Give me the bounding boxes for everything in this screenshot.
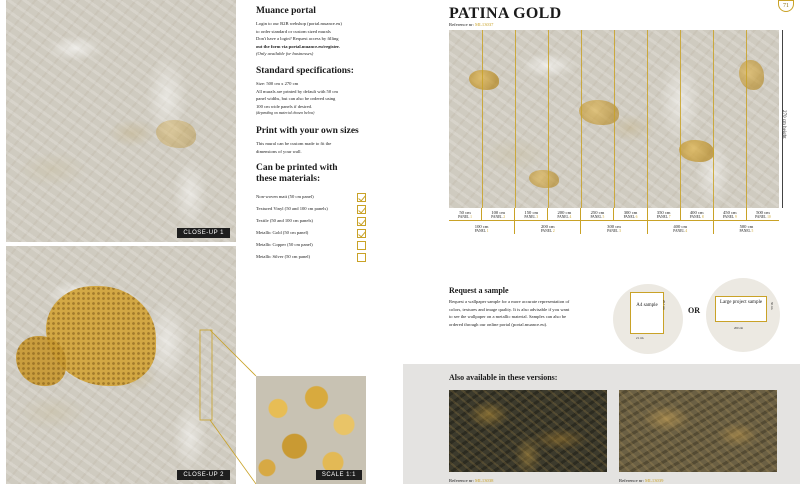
- or-separator: OR: [688, 306, 700, 315]
- panel-label: PANEL: [607, 229, 619, 233]
- size-cell: [680, 208, 713, 220]
- custom-line: dimensions of your wall.: [256, 148, 302, 154]
- portal-register-link[interactable]: out the form via portal.muance.eu/register.: [256, 43, 340, 49]
- panel-divider: [581, 30, 582, 208]
- panel-divider: [515, 30, 516, 208]
- scale-caption: SCALE 1:1: [316, 470, 362, 480]
- size-value: 500 cm: [739, 224, 754, 229]
- size-value: 400 cm: [689, 210, 704, 215]
- materials-list: [256, 191, 366, 263]
- size-cell: [449, 208, 481, 220]
- size-value: 200 cm: [540, 224, 555, 229]
- material-row: [256, 227, 366, 239]
- custom-line: This mural can be custom made to fit the: [256, 140, 332, 146]
- checkbox-empty-icon[interactable]: [357, 253, 366, 262]
- panel-divider: [614, 30, 615, 208]
- panel-label: PANEL: [458, 215, 470, 219]
- version-1-ref: [449, 478, 493, 483]
- material-label: Textile (50 and 100 cm panels): [256, 218, 313, 224]
- version-thumbnail-2[interactable]: [619, 390, 777, 472]
- panel-label: PANEL: [540, 229, 553, 233]
- panel-size-table: [449, 208, 779, 234]
- size-cell: [613, 208, 646, 220]
- portal-line: to order standard or custom sized murals: [256, 28, 331, 34]
- portal-line: (Only available for businesses): [256, 51, 314, 57]
- panel-number: 1: [486, 229, 489, 233]
- sample-line: ordered through our online portal (portal.muance.eu).: [449, 321, 548, 327]
- size-cell: [514, 221, 580, 234]
- size-cell: [547, 208, 580, 220]
- sample-line: colors, textures and image quality. It is also advisable if you want: [449, 306, 570, 312]
- panel-label: PANEL: [474, 229, 486, 233]
- portal-heading: Muance portal: [256, 6, 316, 16]
- size-value: 150 cm: [524, 210, 539, 215]
- material-label: Metallic Gold (50 cm panel): [256, 230, 309, 236]
- size-value: 300 cm: [623, 210, 638, 215]
- size-cell: [514, 208, 547, 220]
- panel-number: 3: [619, 229, 621, 233]
- panel-label: PANEL: [524, 215, 536, 219]
- sample-line: Request a wallpaper sample for a more accurate representation of: [449, 299, 570, 304]
- size-cell: [713, 208, 746, 220]
- spec-line: All murals are printed by default with 50 cm: [256, 88, 338, 94]
- a4-sample-label: A4 sample: [636, 303, 658, 308]
- material-label: Metallic Copper (50 cm panel): [256, 242, 313, 248]
- checkbox-checked-icon[interactable]: [357, 229, 366, 238]
- custom-text: [256, 140, 366, 155]
- size-cell: [647, 208, 680, 220]
- closeup-2-caption: CLOSE-UP 2: [177, 470, 230, 480]
- panel-number: 4: [685, 229, 688, 233]
- material-label: Non-woven matt (50 cm panel): [256, 194, 314, 200]
- spec-line: 100 cm wide panels if desired.: [256, 103, 313, 109]
- scale-image: [256, 376, 366, 484]
- material-row: [256, 215, 366, 227]
- panel-divider: [548, 30, 549, 208]
- ref-value: ML13039: [645, 478, 664, 483]
- material-label: Metallic Silver (50 cm panel): [256, 254, 311, 260]
- material-row: [256, 203, 366, 215]
- size-value: 500 cm: [756, 210, 770, 215]
- ref-value: ML13037: [475, 22, 494, 27]
- size-value: 300 cm: [607, 224, 621, 229]
- size-value: 50 cm: [459, 210, 471, 215]
- a4-width: 21 cm: [636, 336, 644, 340]
- size-value: 100 cm: [474, 224, 489, 229]
- large-sample-paper[interactable]: [715, 296, 767, 322]
- panel-divider: [713, 30, 714, 208]
- panel-number: 9: [734, 215, 737, 219]
- a4-height: 29.7 cm: [662, 300, 666, 310]
- size-value: 350 cm: [656, 210, 671, 215]
- size-value: 200 cm: [557, 210, 572, 215]
- sample-line: to see the wallpaper on a metallic material. Samples can also be: [449, 314, 567, 319]
- gold-accent: [739, 60, 764, 90]
- ref-label: Reference nr:: [619, 478, 644, 483]
- materials-heading-2: these materials:: [256, 174, 321, 185]
- panel-number: 4: [569, 215, 572, 219]
- size-cell: [449, 221, 514, 234]
- material-row: [256, 251, 366, 263]
- custom-heading: Print with your own sizes: [256, 125, 359, 136]
- large-width: 200 cm: [734, 326, 743, 330]
- panel-label: PANEL: [656, 215, 668, 219]
- panel-number: 5: [751, 229, 754, 233]
- size-value: 250 cm: [590, 210, 605, 215]
- panel-number: 10: [767, 215, 771, 219]
- checkbox-empty-icon[interactable]: [357, 241, 366, 250]
- checkbox-checked-icon[interactable]: [357, 193, 366, 202]
- panel-number: 6: [635, 215, 638, 219]
- panel-label: PANEL: [673, 229, 685, 233]
- large-sample-label: Large project sample: [719, 300, 763, 305]
- size-value: 450 cm: [722, 210, 737, 215]
- panel-number: 2: [503, 215, 506, 219]
- portal-line: Don't have a login? Request access by filling: [256, 36, 339, 42]
- size-cell: [580, 208, 613, 220]
- panel-label: PANEL: [722, 215, 734, 219]
- sample-heading: Request a sample: [449, 286, 509, 295]
- ref-label: Reference nr:: [449, 22, 474, 27]
- panel-number: 3: [536, 215, 539, 219]
- panel-label: PANEL: [623, 215, 635, 219]
- panel-divider: [680, 30, 681, 208]
- panel-label: PANEL: [739, 229, 751, 233]
- size-cell: [746, 208, 779, 220]
- size-row-50cm: [449, 208, 779, 221]
- panel-label: PANEL: [755, 215, 767, 219]
- material-row: [256, 191, 366, 203]
- version-thumbnail-1[interactable]: [449, 390, 607, 472]
- panel-divider: [746, 30, 747, 208]
- spec-line: panel widths, but can also be ordered using: [256, 96, 336, 102]
- size-value: 100 cm: [491, 210, 505, 215]
- panel-divider: [647, 30, 648, 208]
- ref-label: Reference nr:: [449, 478, 474, 483]
- version-2-ref: [619, 478, 663, 483]
- a4-sample-paper[interactable]: [630, 292, 664, 334]
- spec-line: Size: 500 cm x 270 cm: [256, 80, 299, 86]
- product-reference: [449, 22, 493, 27]
- panel-label: PANEL: [689, 215, 701, 219]
- checkbox-checked-icon[interactable]: [357, 205, 366, 214]
- mural-preview: [449, 30, 779, 208]
- ref-value: ML13038: [475, 478, 494, 483]
- panel-label: PANEL: [491, 215, 503, 219]
- material-label: Textured Vinyl (50 and 100 cm panels): [256, 206, 328, 212]
- info-column: [256, 6, 366, 263]
- page-number-right: 71: [778, 0, 794, 12]
- portal-line: Login to our B2B webshop (portal.muance.eu): [256, 21, 342, 26]
- panel-label: PANEL: [557, 215, 569, 219]
- height-label: 270 cm height: [781, 110, 786, 139]
- panel-number: 2: [552, 229, 555, 233]
- size-row-100cm: [449, 221, 779, 234]
- sample-text: [449, 298, 599, 328]
- portal-text: [256, 20, 366, 58]
- specs-heading: Standard specifications:: [256, 65, 354, 76]
- size-cell: [647, 221, 713, 234]
- closeup-1-caption: CLOSE-UP 1: [177, 228, 230, 238]
- panel-number: 5: [602, 215, 605, 219]
- specs-text: [256, 80, 366, 118]
- panel-number: 7: [668, 215, 671, 219]
- size-cell: [713, 221, 779, 234]
- panel-number: 8: [701, 215, 704, 219]
- spec-note: (depending on material chosen below): [256, 111, 315, 116]
- materials-heading-1: Can be printed with: [256, 163, 338, 174]
- checkbox-checked-icon[interactable]: [357, 217, 366, 226]
- product-title: PATINA GOLD: [449, 5, 562, 22]
- panel-label: PANEL: [590, 215, 602, 219]
- panel-divider: [482, 30, 483, 208]
- panel-number: 1: [470, 215, 472, 219]
- material-row: [256, 239, 366, 251]
- large-height: 50 cm: [770, 302, 774, 310]
- size-cell: [481, 208, 514, 220]
- size-cell: [580, 221, 646, 234]
- size-value: 400 cm: [673, 224, 688, 229]
- versions-heading: Also available in these versions:: [449, 373, 558, 382]
